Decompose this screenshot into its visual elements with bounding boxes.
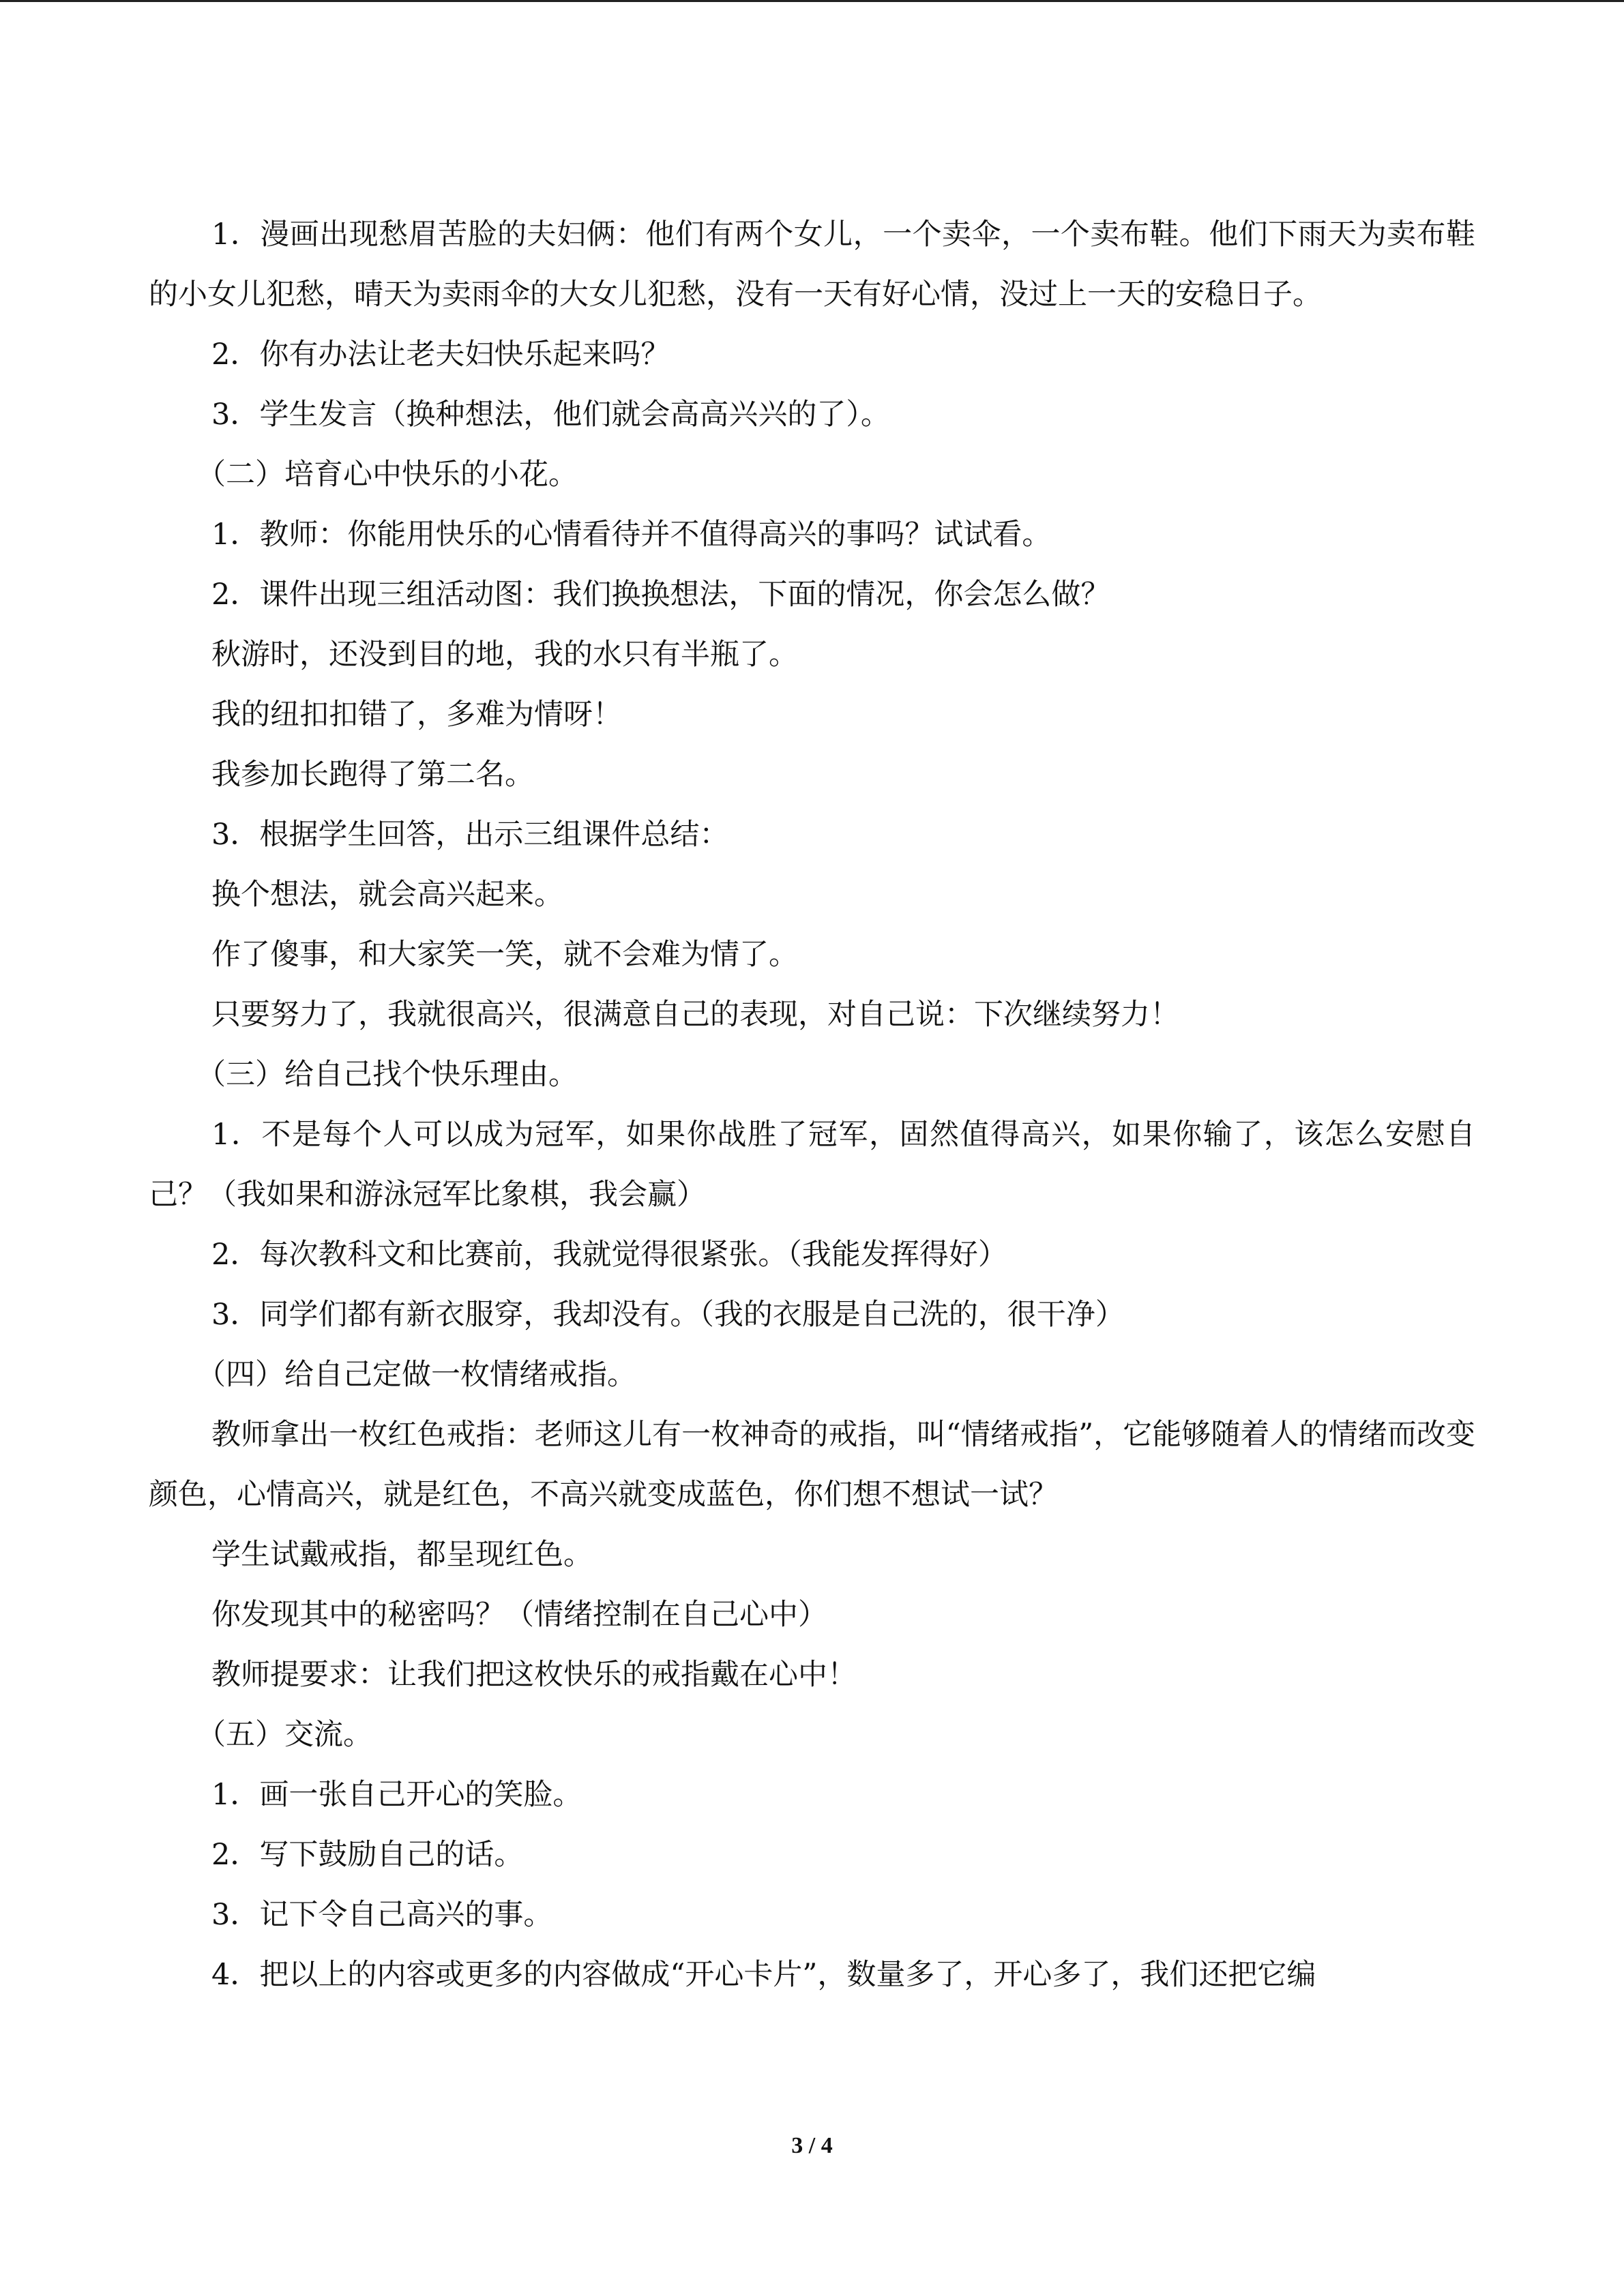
- paragraph-3: 3．学生发言（换种想法，他们就会高高兴兴的了）。: [211, 398, 890, 432]
- paragraph-1: 1．漫画出现愁眉苦脸的夫妇俩：他们有两个女儿，一个卖伞，一个卖布鞋。他们下雨天为卖布鞋的小女儿犯愁，晴天为卖雨伞的大女儿犯愁，没有一天有好心情，没过上一天的安稳日子。: [149, 218, 1475, 312]
- paragraph-24: 1．画一张自己开心的笑脸。: [211, 1778, 582, 1812]
- paragraph-19: 教师拿出一枚红色戒指：老师这儿有一枚神奇的戒指，叫“情绪戒指”，它能够随着人的情绪而改变颜色，心情高兴，就是红色，不高兴就变成蓝色，你们想不想试一试？: [149, 1418, 1475, 1512]
- paragraph-17: 3．同学们都有新衣服穿，我却没有。（我的衣服是自己洗的，很干净）: [211, 1298, 1125, 1332]
- paragraph-20: 学生试戴戒指，都呈现红色。: [211, 1538, 593, 1572]
- page-number: 3 / 4: [791, 2133, 833, 2158]
- paragraph-6: 2．课件出现三组活动图：我们换换想法，下面的情况，你会怎么做？: [211, 578, 1110, 612]
- section-heading-3: （三）给自己找个快乐理由。: [196, 1058, 578, 1092]
- paragraph-21: 你发现其中的秘密吗？（情绪控制在自己心中）: [211, 1598, 827, 1632]
- section-heading-2: （二）培育心中快乐的小花。: [196, 458, 578, 492]
- paragraph-27: 4．把以上的内容或更多的内容做成“开心卡片”，数量多了，开心多了，我们还把它编: [211, 1958, 1316, 1992]
- paragraph-16: 2．每次教科文和比赛前，我就觉得很紧张。（我能发挥得好）: [211, 1238, 1007, 1272]
- paragraph-13: 只要努力了，我就很高兴，很满意自己的表现，对自己说：下次继续努力！: [211, 998, 1179, 1032]
- paragraph-10: 3．根据学生回答，出示三组课件总结：: [211, 818, 729, 852]
- paragraph-25: 2．写下鼓励自己的话。: [211, 1838, 524, 1872]
- paragraph-22: 教师提要求：让我们把这枚快乐的戒指戴在心中！: [211, 1658, 857, 1692]
- paragraph-2: 2．你有办法让老夫妇快乐起来吗？: [211, 338, 670, 372]
- paragraph-9: 我参加长跑得了第二名。: [211, 758, 534, 792]
- section-heading-4: （四）给自己定做一枚情绪戒指。: [196, 1358, 636, 1392]
- paragraph-7: 秋游时，还没到目的地，我的水只有半瓶了。: [211, 638, 798, 672]
- paragraph-15: 1．不是每个人可以成为冠军，如果你战胜了冠军，固然值得高兴，如果你输了，该怎么安慰自己？（我如果和游泳冠军比象棋，我会赢）: [149, 1118, 1475, 1212]
- section-heading-5: （五）交流。: [196, 1718, 372, 1752]
- paragraph-11: 换个想法，就会高兴起来。: [211, 878, 563, 912]
- paragraph-12: 作了傻事，和大家笑一笑，就不会难为情了。: [211, 938, 798, 972]
- paragraph-8: 我的纽扣扣错了，多难为情呀！: [211, 698, 622, 732]
- paragraph-26: 3．记下令自己高兴的事。: [211, 1898, 553, 1932]
- paragraph-5: 1．教师：你能用快乐的心情看待并不值得高兴的事吗？试试看。: [211, 518, 1052, 552]
- page-top-border: [0, 0, 1624, 2]
- document-body: [149, 205, 1475, 2005]
